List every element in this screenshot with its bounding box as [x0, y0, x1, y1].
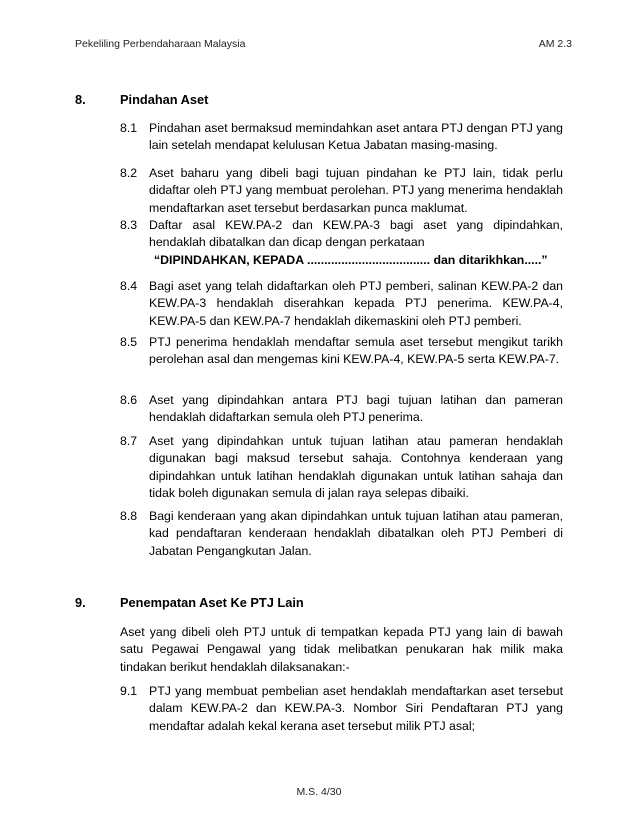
clause-text: Pindahan aset bermaksud memindahkan aset antara PTJ dengan PTJ yang lain setelah mendapat kelulusan Ketua Jabatan masing-masing. — [149, 121, 563, 153]
clause-9-1 — [120, 683, 563, 735]
section-title: Pindahan Aset — [120, 92, 209, 107]
clause-8-4 — [120, 278, 563, 330]
clause-number: 9.1 — [120, 684, 138, 698]
clause-number: 8.8 — [120, 509, 138, 523]
clause-8-5 — [120, 334, 563, 369]
clause-8-1 — [120, 120, 563, 155]
stamp-wording: “DIPINDAHKAN, KEPADA .................................... dan ditarikhkan.....” — [154, 252, 548, 267]
section-9-intro: Aset yang dibeli oleh PTJ untuk di tempatkan kepada PTJ yang lain di bawah satu Pegawai Pengawal yang tidak melibatkan penukaran hak milik maka tindakan berikut hendaklah dilaksanakan:- — [120, 625, 563, 674]
section-number: 9. — [75, 595, 86, 610]
clause-number: 8.1 — [120, 121, 138, 135]
clause-8-3 — [120, 217, 563, 269]
section-8-heading — [75, 92, 208, 107]
clause-text: Aset baharu yang dibeli bagi tujuan pindahan ke PTJ lain, tidak perlu didaftar oleh PTJ yang membuat perolehan. PTJ yang menerima hendaklah mendaftarkan aset tersebut berdasarkan punca maklumat. — [149, 166, 563, 215]
clause-text: Bagi kenderaan yang akan dipindahkan untuk tujuan latihan atau pameran, kad pendaftaran kenderaan hendaklah dibatalkan oleh PTJ Pemberi di Jabatan Pengangkutan Jalan. — [149, 509, 563, 558]
clause-number: 8.4 — [120, 279, 138, 293]
clause-text: Bagi aset yang telah didaftarkan oleh PTJ pemberi, salinan KEW.PA-2 dan KEW.PA-3 hendaklah diserahkan kepada PTJ penerima. KEW.PA-4, KEW.PA-5 dan KEW.PA-7 hendaklah dikemaskini oleh PTJ pemberi. — [149, 279, 563, 328]
page-number: M.S. 4/30 — [296, 786, 342, 798]
header-doc-code: AM 2.3 — [538, 38, 572, 50]
clause-text: Daftar asal KEW.PA-2 dan KEW.PA-3 bagi aset yang dipindahkan, hendaklah dibatalkan dan dicap dengan perkataan — [149, 218, 563, 250]
clause-number: 8.2 — [120, 166, 138, 180]
header-title: Pekeliling Perbendaharaan Malaysia — [75, 38, 246, 50]
clause-text: PTJ yang membuat pembelian aset hendaklah mendaftarkan aset tersebut dalam KEW.PA-2 dan KEW.PA-3. Nombor Siri Pendaftaran PTJ yang mendaftar adalah kekal kerana aset tersebut milik PTJ asal; — [149, 684, 563, 733]
clause-number: 8.3 — [120, 218, 138, 232]
clause-text: Aset yang dipindahkan antara PTJ bagi tujuan latihan dan pameran hendaklah didaftarkan semula oleh PTJ penerima. — [149, 393, 563, 425]
clause-number: 8.5 — [120, 335, 138, 349]
clause-text: Aset yang dipindahkan untuk tujuan latihan atau pameran hendaklah digunakan bagi maksud tersebut sahaja. Contohnya kenderaan yang dipindahkan untuk latihan hendaklah digunakan untuk latihan sahaja dan tidak boleh digunakan semula di jalan raya selepas dibaiki. — [149, 434, 563, 501]
clause-number: 8.6 — [120, 393, 138, 407]
clause-8-2 — [120, 165, 563, 217]
clause-8-8 — [120, 508, 563, 560]
clause-8-6 — [120, 392, 563, 427]
section-number: 8. — [75, 92, 86, 107]
clause-number: 8.7 — [120, 434, 138, 448]
section-title: Penempatan Aset Ke PTJ Lain — [120, 595, 304, 610]
clause-text: PTJ penerima hendaklah mendaftar semula aset tersebut mengikut tarikh perolehan asal dan mengemas kini KEW.PA-4, KEW.PA-5 serta KEW.PA-7. — [149, 335, 563, 367]
section-9-heading — [75, 595, 304, 610]
clause-8-7 — [120, 433, 563, 503]
